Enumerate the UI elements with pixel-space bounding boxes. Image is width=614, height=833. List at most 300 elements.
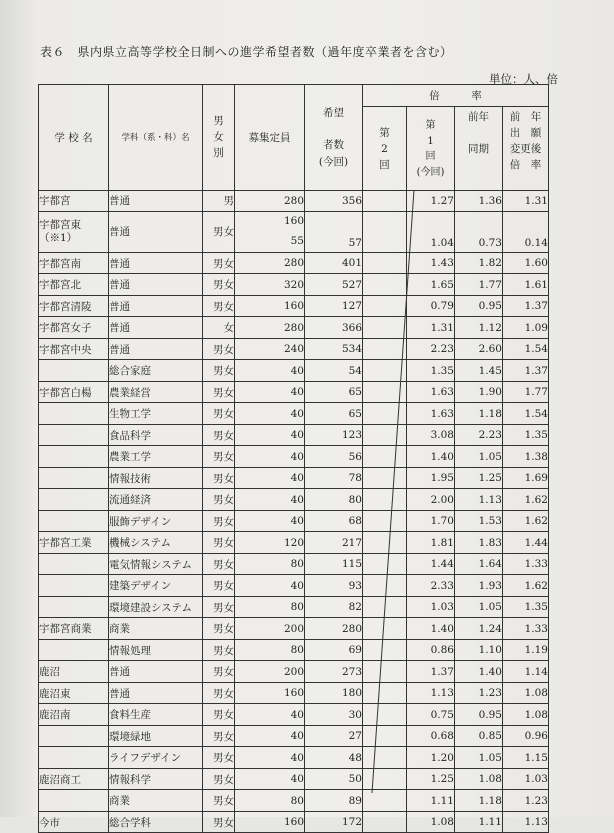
header-round1: 第 1 回 (今回) (407, 106, 455, 190)
prev-final-cell: 1.31 (503, 190, 549, 212)
table-row (39, 747, 549, 769)
dept-cell: 情報技術 (109, 467, 203, 489)
table-row (39, 596, 549, 618)
school-cell (39, 596, 109, 618)
dept-cell: 建築デザイン (109, 575, 203, 597)
capacity-cell: 160 (235, 295, 305, 317)
round1-cell: 1.27 (407, 190, 455, 212)
prev-same-cell: 1.40 (455, 661, 503, 683)
table-row (39, 682, 549, 704)
prev-final-cell: 1.14 (503, 661, 549, 683)
dept-cell: 普通 (109, 252, 203, 274)
round2-cell (363, 360, 407, 382)
prev-same-cell: 0.73 (455, 212, 503, 253)
round1-cell: 2.33 (407, 575, 455, 597)
capacity-cell: 160 55 (235, 212, 305, 253)
school-cell (39, 790, 109, 812)
prev-same-cell: 1.45 (455, 360, 503, 382)
school-cell (39, 747, 109, 769)
sex-cell: 男女 (203, 811, 235, 833)
school-cell (39, 639, 109, 661)
table-row (39, 532, 549, 554)
dept-cell: 情報処理 (109, 639, 203, 661)
dept-cell: 食品科学 (109, 424, 203, 446)
table-row (39, 317, 549, 339)
school-cell (39, 403, 109, 425)
prev-same-cell: 1.90 (455, 381, 503, 403)
hope-cell: 172 (305, 811, 363, 833)
round1-cell: 1.08 (407, 811, 455, 833)
round1-cell: 1.70 (407, 510, 455, 532)
prev-same-cell: 1.36 (455, 190, 503, 212)
round1-cell: 1.03 (407, 596, 455, 618)
sex-cell: 男女 (203, 661, 235, 683)
hope-cell: 65 (305, 381, 363, 403)
sex-cell: 男女 (203, 212, 235, 253)
round1-cell: 0.79 (407, 295, 455, 317)
round2-cell (363, 274, 407, 296)
dept-cell: 普通 (109, 295, 203, 317)
sex-cell: 男女 (203, 295, 235, 317)
sex-cell: 男女 (203, 381, 235, 403)
round1-cell: 1.20 (407, 747, 455, 769)
prev-final-cell: 1.60 (503, 252, 549, 274)
hope-cell: 68 (305, 510, 363, 532)
capacity-cell: 40 (235, 489, 305, 511)
hope-cell: 93 (305, 575, 363, 597)
round1-cell: 3.08 (407, 424, 455, 446)
prev-final-cell: 1.54 (503, 338, 549, 360)
round2-cell (363, 338, 407, 360)
round2-cell (363, 212, 407, 253)
school-cell: 宇都宮中央 (39, 338, 109, 360)
header-dept: 学科（系・科）名 (109, 85, 203, 191)
prev-same-cell: 1.25 (455, 467, 503, 489)
prev-same-cell: 1.77 (455, 274, 503, 296)
sex-cell: 男女 (203, 639, 235, 661)
dept-cell: 普通 (109, 274, 203, 296)
prev-final-cell: 1.03 (503, 768, 549, 790)
round2-cell (363, 489, 407, 511)
round1-cell: 1.40 (407, 446, 455, 468)
hope-cell: 78 (305, 467, 363, 489)
capacity-cell: 40 (235, 403, 305, 425)
header-school: 学 校 名 (39, 85, 109, 191)
prev-same-cell: 1.05 (455, 596, 503, 618)
round1-cell: 0.75 (407, 704, 455, 726)
capacity-cell: 280 (235, 252, 305, 274)
sex-cell: 男女 (203, 467, 235, 489)
table-row (39, 510, 549, 532)
table-row (39, 212, 549, 253)
prev-same-cell: 2.23 (455, 424, 503, 446)
prev-final-cell: 1.23 (503, 790, 549, 812)
prev-final-cell: 1.33 (503, 618, 549, 640)
table-row (39, 424, 549, 446)
sex-cell: 男女 (203, 704, 235, 726)
round1-cell: 1.44 (407, 553, 455, 575)
prev-final-cell: 1.62 (503, 575, 549, 597)
table-row (39, 618, 549, 640)
prev-final-cell: 1.09 (503, 317, 549, 339)
dept-cell: 普通 (109, 338, 203, 360)
round1-cell: 2.23 (407, 338, 455, 360)
school-cell: 鹿沼商工 (39, 768, 109, 790)
capacity-cell: 160 (235, 811, 305, 833)
school-cell (39, 510, 109, 532)
school-cell: 宇都宮北 (39, 274, 109, 296)
hope-cell: 123 (305, 424, 363, 446)
table-body (39, 190, 549, 833)
capacity-cell: 80 (235, 639, 305, 661)
table-row (39, 274, 549, 296)
sex-cell: 男女 (203, 768, 235, 790)
round1-cell: 1.43 (407, 252, 455, 274)
round1-cell: 1.65 (407, 274, 455, 296)
school-cell (39, 467, 109, 489)
round2-cell (363, 403, 407, 425)
prev-same-cell: 0.85 (455, 725, 503, 747)
prev-final-cell: 1.35 (503, 424, 549, 446)
table-row (39, 446, 549, 468)
round2-cell (363, 618, 407, 640)
round1-cell: 1.35 (407, 360, 455, 382)
capacity-cell: 40 (235, 510, 305, 532)
round1-cell: 1.37 (407, 661, 455, 683)
capacity-cell: 280 (235, 317, 305, 339)
prev-same-cell: 1.82 (455, 252, 503, 274)
header-sex: 男 女 別 (203, 85, 235, 191)
dept-cell: 普通 (109, 317, 203, 339)
capacity-cell: 160 (235, 682, 305, 704)
dept-cell: 農業工学 (109, 446, 203, 468)
table-row (39, 360, 549, 382)
prev-final-cell: 1.54 (503, 403, 549, 425)
sex-cell: 男 (203, 190, 235, 212)
sex-cell: 男女 (203, 446, 235, 468)
prev-same-cell: 1.83 (455, 532, 503, 554)
capacity-cell: 40 (235, 360, 305, 382)
hope-cell: 69 (305, 639, 363, 661)
prev-final-cell: 1.62 (503, 510, 549, 532)
prev-same-cell: 1.05 (455, 747, 503, 769)
school-cell (39, 424, 109, 446)
round1-cell: 1.31 (407, 317, 455, 339)
dept-cell: 商業 (109, 790, 203, 812)
dept-cell: ライフデザイン (109, 747, 203, 769)
prev-final-cell: 1.15 (503, 747, 549, 769)
round1-cell: 1.13 (407, 682, 455, 704)
capacity-cell: 40 (235, 446, 305, 468)
application-table (38, 84, 549, 833)
round1-cell: 1.25 (407, 768, 455, 790)
round2-cell (363, 639, 407, 661)
round2-cell (363, 768, 407, 790)
dept-cell: 流通経済 (109, 489, 203, 511)
hope-cell: 127 (305, 295, 363, 317)
capacity-cell: 200 (235, 661, 305, 683)
prev-final-cell: 1.62 (503, 489, 549, 511)
school-cell (39, 360, 109, 382)
hope-cell: 50 (305, 768, 363, 790)
hope-cell: 180 (305, 682, 363, 704)
prev-same-cell: 1.24 (455, 618, 503, 640)
dept-cell: 環境建設システム (109, 596, 203, 618)
round2-cell (363, 295, 407, 317)
sex-cell: 男女 (203, 360, 235, 382)
dept-cell: 機械システム (109, 532, 203, 554)
capacity-cell: 80 (235, 596, 305, 618)
prev-same-cell: 2.60 (455, 338, 503, 360)
dept-cell: 電気情報システム (109, 553, 203, 575)
capacity-cell: 40 (235, 424, 305, 446)
table-row (39, 768, 549, 790)
school-cell (39, 489, 109, 511)
unit-label: 単位：人、倍 (489, 72, 558, 86)
prev-final-cell: 1.69 (503, 467, 549, 489)
hope-cell: 48 (305, 747, 363, 769)
table-row (39, 553, 549, 575)
prev-final-cell: 1.61 (503, 274, 549, 296)
hope-cell: 65 (305, 403, 363, 425)
prev-final-cell: 1.38 (503, 446, 549, 468)
round1-cell: 1.63 (407, 381, 455, 403)
prev-final-cell: 1.35 (503, 596, 549, 618)
prev-final-cell: 0.96 (503, 725, 549, 747)
hope-cell: 280 (305, 618, 363, 640)
table-caption: 表６ 県内県立高等学校全日制への進学希望者数（過年度卒業者を含む） (40, 45, 453, 59)
hope-cell: 54 (305, 360, 363, 382)
sex-cell: 男女 (203, 553, 235, 575)
table-row (39, 575, 549, 597)
hope-cell: 80 (305, 489, 363, 511)
prev-final-cell: 1.37 (503, 360, 549, 382)
round2-cell (363, 446, 407, 468)
sex-cell: 男女 (203, 575, 235, 597)
round1-cell: 0.86 (407, 639, 455, 661)
school-cell: 宇都宮東 （※1） (39, 212, 109, 253)
school-cell (39, 575, 109, 597)
prev-final-cell: 1.33 (503, 553, 549, 575)
capacity-cell: 280 (235, 190, 305, 212)
prev-same-cell: 1.23 (455, 682, 503, 704)
header-capacity: 募集定員 (235, 85, 305, 191)
capacity-cell: 40 (235, 768, 305, 790)
round2-cell (363, 190, 407, 212)
capacity-cell: 200 (235, 618, 305, 640)
hope-cell: 82 (305, 596, 363, 618)
round2-cell (363, 725, 407, 747)
table-row (39, 295, 549, 317)
round1-cell: 1.95 (407, 467, 455, 489)
dept-cell: 生物工学 (109, 403, 203, 425)
sex-cell: 男女 (203, 725, 235, 747)
table-row (39, 790, 549, 812)
capacity-cell: 80 (235, 790, 305, 812)
school-cell: 宇都宮白楊 (39, 381, 109, 403)
hope-cell: 89 (305, 790, 363, 812)
round2-cell (363, 790, 407, 812)
school-cell: 鹿沼 (39, 661, 109, 683)
prev-same-cell: 0.95 (455, 704, 503, 726)
sex-cell: 男女 (203, 424, 235, 446)
sex-cell: 男女 (203, 618, 235, 640)
school-cell: 宇都宮工業 (39, 532, 109, 554)
capacity-cell: 240 (235, 338, 305, 360)
table-row (39, 661, 549, 683)
dept-cell: 普通 (109, 682, 203, 704)
prev-final-cell: 1.19 (503, 639, 549, 661)
prev-final-cell: 1.44 (503, 532, 549, 554)
table-row (39, 338, 549, 360)
dept-cell: 総合学科 (109, 811, 203, 833)
round2-cell (363, 381, 407, 403)
table-row (39, 639, 549, 661)
table-row (39, 403, 549, 425)
capacity-cell: 40 (235, 575, 305, 597)
dept-cell: 商業 (109, 618, 203, 640)
hope-cell: 527 (305, 274, 363, 296)
sex-cell: 男女 (203, 403, 235, 425)
round2-cell (363, 596, 407, 618)
hope-cell: 56 (305, 446, 363, 468)
prev-same-cell: 1.12 (455, 317, 503, 339)
table-row (39, 381, 549, 403)
hope-cell: 273 (305, 661, 363, 683)
school-cell: 鹿沼東 (39, 682, 109, 704)
round2-cell (363, 704, 407, 726)
round2-cell (363, 553, 407, 575)
prev-same-cell: 1.10 (455, 639, 503, 661)
round2-cell (363, 811, 407, 833)
school-cell: 今市 (39, 811, 109, 833)
school-cell (39, 725, 109, 747)
prev-final-cell: 1.08 (503, 704, 549, 726)
table-row (39, 190, 549, 212)
round2-cell (363, 467, 407, 489)
hope-cell: 356 (305, 190, 363, 212)
round1-cell: 1.63 (407, 403, 455, 425)
school-cell: 宇都宮 (39, 190, 109, 212)
prev-same-cell: 1.18 (455, 403, 503, 425)
round1-cell: 1.81 (407, 532, 455, 554)
capacity-cell: 40 (235, 704, 305, 726)
round2-cell (363, 252, 407, 274)
prev-final-cell: 1.77 (503, 381, 549, 403)
sex-cell: 男女 (203, 682, 235, 704)
round2-cell (363, 532, 407, 554)
dept-cell: 総合家庭 (109, 360, 203, 382)
dept-cell: 普通 (109, 661, 203, 683)
sex-cell: 女 (203, 317, 235, 339)
hope-cell: 534 (305, 338, 363, 360)
prev-same-cell: 1.93 (455, 575, 503, 597)
sex-cell: 男女 (203, 338, 235, 360)
capacity-cell: 80 (235, 553, 305, 575)
school-cell: 宇都宮女子 (39, 317, 109, 339)
round1-cell: 1.11 (407, 790, 455, 812)
round1-cell: 1.40 (407, 618, 455, 640)
table-row (39, 725, 549, 747)
prev-same-cell: 1.53 (455, 510, 503, 532)
school-cell (39, 553, 109, 575)
sex-cell: 男女 (203, 596, 235, 618)
capacity-cell: 40 (235, 467, 305, 489)
school-cell: 宇都宮商業 (39, 618, 109, 640)
dept-cell: 普通 (109, 190, 203, 212)
capacity-cell: 320 (235, 274, 305, 296)
table-row (39, 811, 549, 833)
round2-cell (363, 661, 407, 683)
prev-same-cell: 1.64 (455, 553, 503, 575)
prev-final-cell: 1.37 (503, 295, 549, 317)
sex-cell: 男女 (203, 532, 235, 554)
sex-cell: 男女 (203, 252, 235, 274)
round1-cell: 2.00 (407, 489, 455, 511)
dept-cell: 情報科学 (109, 768, 203, 790)
capacity-cell: 40 (235, 725, 305, 747)
round2-cell (363, 510, 407, 532)
prev-same-cell: 1.11 (455, 811, 503, 833)
prev-same-cell: 1.13 (455, 489, 503, 511)
round2-cell (363, 317, 407, 339)
header-hope: 希望 者数 (今回) (305, 85, 363, 191)
school-cell: 宇都宮清陵 (39, 295, 109, 317)
table-row (39, 704, 549, 726)
prev-same-cell: 1.08 (455, 768, 503, 790)
capacity-cell: 40 (235, 381, 305, 403)
school-cell: 宇都宮南 (39, 252, 109, 274)
header-round2: 第 2 回 (363, 106, 407, 190)
hope-cell: 27 (305, 725, 363, 747)
dept-cell: 普通 (109, 212, 203, 253)
round2-cell (363, 747, 407, 769)
sex-cell: 男女 (203, 274, 235, 296)
prev-same-cell: 1.18 (455, 790, 503, 812)
capacity-cell: 120 (235, 532, 305, 554)
dept-cell: 農業経営 (109, 381, 203, 403)
round2-cell (363, 424, 407, 446)
prev-same-cell: 1.05 (455, 446, 503, 468)
table-row (39, 489, 549, 511)
table-row (39, 252, 549, 274)
hope-cell: 115 (305, 553, 363, 575)
school-cell: 鹿沼南 (39, 704, 109, 726)
hope-cell: 30 (305, 704, 363, 726)
dept-cell: 環境緑地 (109, 725, 203, 747)
capacity-cell: 40 (235, 747, 305, 769)
sex-cell: 男女 (203, 790, 235, 812)
hope-cell: 366 (305, 317, 363, 339)
sex-cell: 男女 (203, 510, 235, 532)
header-prev-final: 前 年 出 願 変更後 倍 率 (503, 106, 549, 190)
header-ratio-group: 倍 率 (363, 85, 549, 107)
sex-cell: 男女 (203, 489, 235, 511)
hope-cell: 217 (305, 532, 363, 554)
round2-cell (363, 682, 407, 704)
header-prev-same: 前年 同期 (455, 106, 503, 190)
round2-cell (363, 575, 407, 597)
prev-same-cell: 0.95 (455, 295, 503, 317)
dept-cell: 服飾デザイン (109, 510, 203, 532)
round1-cell: 1.04 (407, 212, 455, 253)
sex-cell: 男女 (203, 747, 235, 769)
prev-final-cell: 1.08 (503, 682, 549, 704)
hope-cell: 401 (305, 252, 363, 274)
school-cell (39, 446, 109, 468)
dept-cell: 食料生産 (109, 704, 203, 726)
prev-final-cell: 0.14 (503, 212, 549, 253)
